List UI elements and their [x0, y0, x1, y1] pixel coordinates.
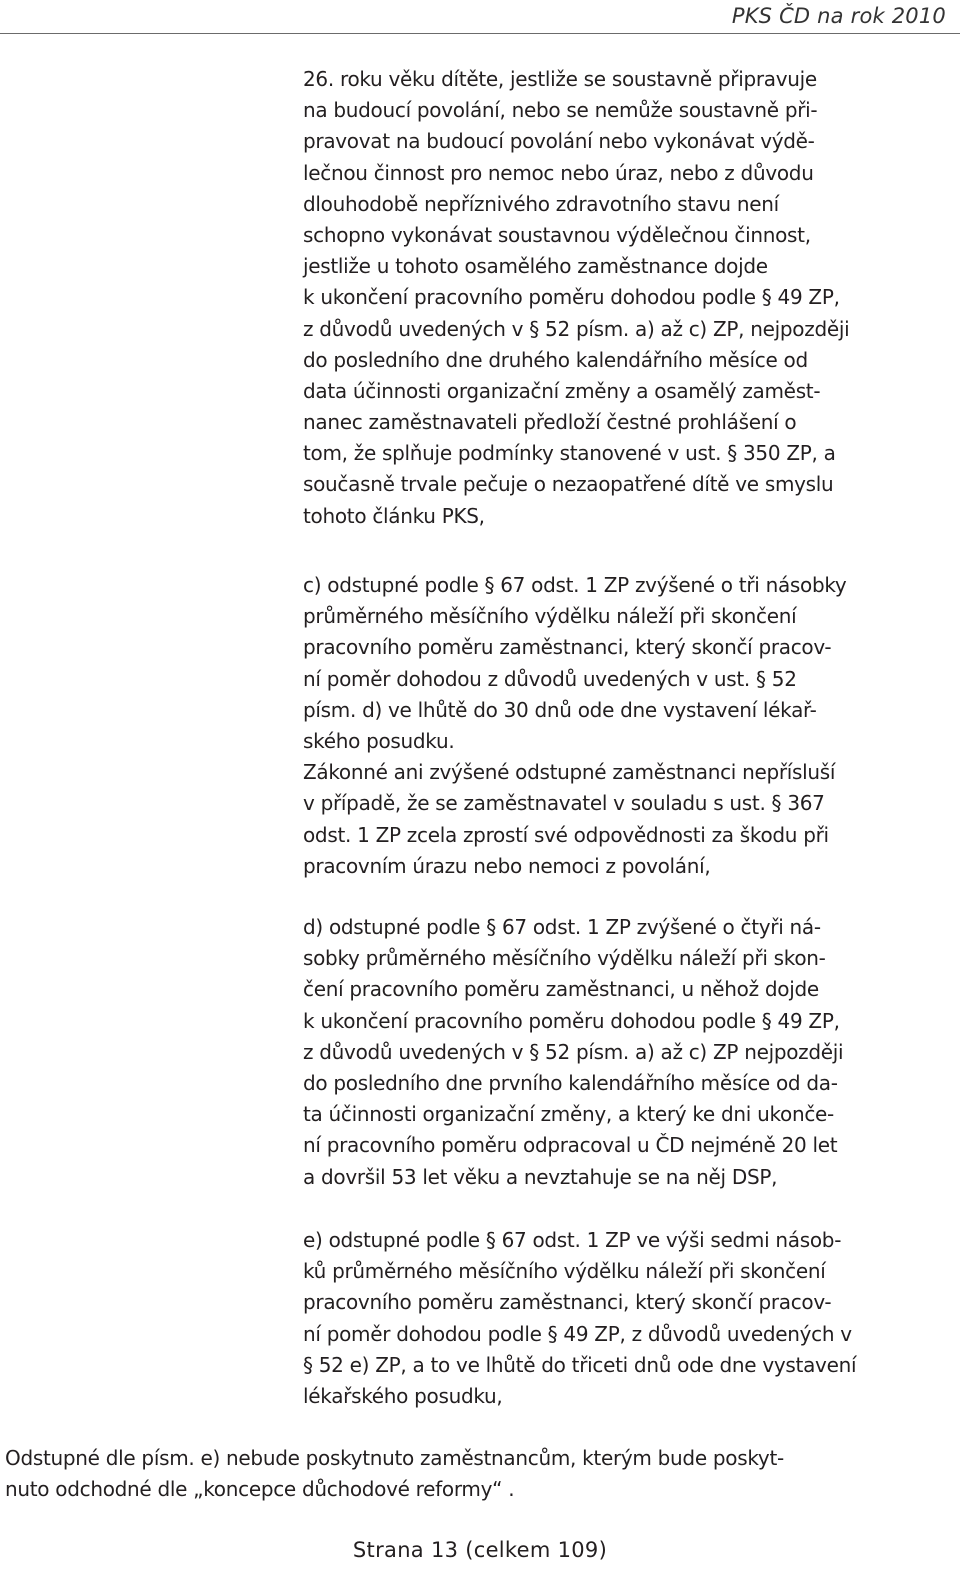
text-line: a dovršil 53 let věku a nevztahuje se na něj DSP,: [303, 1164, 778, 1189]
text-line: odst. 1 ZP zcela zprostí své odpovědnosti za škodu při: [303, 822, 829, 847]
text-line: k ukončení pracovního poměru dohodou podle § 49 ZP,: [303, 285, 840, 310]
text-line: průměrného měsíčního výdělku náleží při skončení: [303, 604, 797, 629]
text-line: ní pracovního poměru odpracoval u ČD nejméně 20 let: [303, 1133, 838, 1158]
text-line: k ukončení pracovního poměru dohodou podle § 49 ZP,: [303, 1008, 840, 1033]
text-line: pracovním úrazu nebo nemoci z povolání,: [303, 853, 711, 878]
header-divider: [0, 33, 960, 34]
text-line: ní poměr dohodou podle § 49 ZP, z důvodů uvedených v: [303, 1321, 852, 1346]
text-line: na budoucí povolání, nebo se nemůže soustavně při-: [303, 98, 818, 123]
text-line: pracovního poměru zaměstnanci, který skončí pracov-: [303, 1290, 832, 1315]
text-line: z důvodů uvedených v § 52 písm. a) až c) ZP, nejpozději: [303, 316, 850, 341]
text-line: sobky průměrného měsíčního výdělku náleží při skon-: [303, 946, 826, 971]
text-line: data účinnosti organizační změny a osamělý zaměst-: [303, 378, 821, 403]
text-line: d) odstupné podle § 67 odst. 1 ZP zvýšené o čtyři ná-: [303, 915, 821, 939]
paragraph-d: [303, 912, 948, 1193]
running-header-title: PKS ČD na rok 2010: [731, 4, 946, 28]
text-line: nanec zaměstnavateli předloží čestné prohlášení o: [303, 410, 797, 435]
text-line: do posledního dne prvního kalendářního měsíce od da-: [303, 1070, 838, 1095]
text-line: lečnou činnost pro nemoc nebo úraz, nebo z důvodu: [303, 160, 814, 185]
text-line: ského posudku.: [303, 728, 455, 753]
text-line: nuto odchodné dle „koncepce důchodové reformy“ .: [5, 1477, 515, 1502]
paragraph-c: [303, 570, 948, 882]
text-line: c) odstupné podle § 67 odst. 1 ZP zvýšené o tři násobky: [303, 573, 847, 597]
text-line: ní poměr dohodou z důvodů uvedených v ust. § 52: [303, 666, 797, 691]
text-line: pravovat na budoucí povolání nebo vykonávat výdě-: [303, 129, 815, 154]
paragraph-e: [303, 1225, 948, 1412]
closing-note: [5, 1443, 955, 1505]
text-line: z důvodů uvedených v § 52 písm. a) až c) ZP nejpozději: [303, 1039, 844, 1064]
text-line: písm. d) ve lhůtě do 30 dnů ode dne vystavení lékař-: [303, 697, 817, 722]
text-line: 26. roku věku dítěte, jestliže se soustavně připravuje: [303, 67, 817, 91]
text-line: Odstupné dle písm. e) nebude poskytnuto zaměstnancům, kterým bude poskyt-: [5, 1446, 784, 1470]
text-line: lékařského posudku,: [303, 1383, 503, 1408]
text-line: jestliže u tohoto osamělého zaměstnance dojde: [303, 254, 768, 279]
text-line: v případě, že se zaměstnavatel v souladu s ust. § 367: [303, 791, 825, 816]
text-line: e) odstupné podle § 67 odst. 1 ZP ve výši sedmi násob-: [303, 1228, 842, 1252]
text-line: ků průměrného měsíčního výdělku náleží při skončení: [303, 1259, 826, 1284]
text-line: tohoto článku PKS,: [303, 503, 485, 528]
text-line: současně trvale pečuje o nezaopatřené dítě ve smyslu: [303, 472, 834, 497]
text-line: schopno vykonávat soustavnou výdělečnou činnost,: [303, 222, 811, 247]
text-line: tom, že splňuje podmínky stanovené v ust. § 350 ZP, a: [303, 441, 836, 466]
text-line: § 52 e) ZP, a to ve lhůtě do třiceti dnů ode dne vystavení: [303, 1352, 857, 1377]
page-number-footer: Strana 13 (celkem 109): [352, 1538, 608, 1562]
text-line: pracovního poměru zaměstnanci, který skončí pracov-: [303, 635, 832, 660]
text-line: Zákonné ani zvýšené odstupné zaměstnanci nepřísluší: [303, 760, 836, 785]
text-line: dlouhodobě nepříznivého zdravotního stavu není: [303, 191, 779, 216]
text-line: do posledního dne druhého kalendářního měsíce od: [303, 347, 808, 372]
text-line: čení pracovního poměru zaměstnanci, u něhož dojde: [303, 977, 819, 1002]
paragraph-26: [303, 64, 948, 532]
text-line: ta účinnosti organizační změny, a který ke dni ukonče-: [303, 1102, 834, 1127]
